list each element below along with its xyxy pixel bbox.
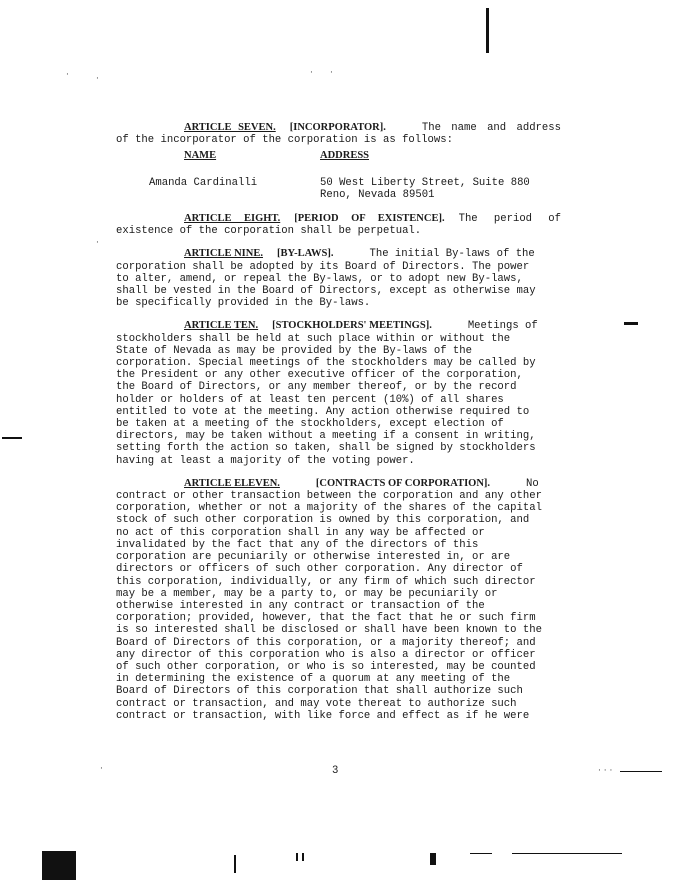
scan-specks: · — [96, 238, 99, 248]
scan-specks: · · — [310, 68, 333, 78]
text-line: of the incorporator of the corporation is as follows: — [116, 134, 453, 147]
text-line: contract or transaction, with like force and effect as if he were — [116, 709, 530, 722]
incorporator-name: Amanda Cardinalli — [149, 176, 258, 189]
text-line: stockholders shall be held at such place within or without the — [116, 332, 511, 345]
text-line: The name and address — [421, 122, 561, 134]
text-line: this corporation, individually, or any firm of which such director — [116, 575, 536, 588]
text-line: the Board of Directors, or any member thereof, or by the record — [116, 381, 517, 394]
scan-specks: · — [66, 70, 69, 80]
scan-mark-top — [486, 8, 489, 53]
name-column — [116, 150, 320, 201]
text-line: entitled to vote at the meeting. Any action otherwise required to — [116, 405, 530, 418]
text-line: invalidated by the fact that any of the directors of this — [116, 538, 479, 551]
article-subheading: [STOCKHOLDERS' MEETINGS]. — [272, 320, 432, 332]
incorporator-table — [116, 150, 561, 201]
text-line: any director of this corporation who is also a director or officer — [116, 648, 536, 661]
text-line: having at least a majority of the voting power. — [116, 454, 415, 467]
text-line: holder or holders of at least ten percent (10%) of all shares — [116, 393, 504, 406]
scan-mark-bottom-rule-1 — [470, 853, 492, 854]
text-line: corporation. Special meetings of the stockholders may be called by — [116, 357, 536, 370]
text-line: corporation, whether or not a majority of the shares of the capital — [116, 502, 542, 515]
address-header: ADDRESS — [320, 150, 370, 162]
scan-mark-bottom-tick-2 — [296, 853, 298, 861]
article-first-line — [116, 478, 561, 490]
text-line: The period of — [458, 213, 561, 226]
text-line: setting forth the action so taken, shall be signed by stockholders — [116, 442, 536, 455]
article-first-line — [116, 320, 561, 332]
article-heading: ARTICLE NINE. — [184, 248, 263, 260]
article-first-line — [116, 248, 561, 260]
text-line: corporation shall be adopted by its Board of Directors. The power — [116, 260, 530, 273]
article-subheading: [PERIOD OF EXISTENCE]. — [294, 213, 445, 225]
address-line-2: Reno, Nevada 89501 — [320, 188, 435, 201]
article-first-line — [116, 122, 561, 134]
text-line: of such other corporation, or who is so interested, may be counted — [116, 660, 536, 673]
article-first-line — [116, 213, 561, 225]
article-heading: ARTICLE TEN. — [184, 320, 259, 332]
body-text — [116, 122, 561, 733]
article-eight — [116, 213, 561, 237]
text-line: to alter, amend, or repeal the By-laws, or to adopt new By-laws, — [116, 272, 523, 285]
article-nine — [116, 248, 561, 309]
text-line: directors, may be taken without a meeting if a consent in writing, — [116, 430, 536, 443]
article-eleven — [116, 478, 561, 722]
scan-mark-bottom-tick-3 — [302, 853, 304, 861]
text-line: corporation are pecuniarily or otherwise interested in, or are — [116, 551, 511, 564]
text-line: otherwise interested in any contract or transaction of the — [116, 599, 485, 612]
scan-mark-bottom-tick-4 — [430, 853, 436, 865]
scan-mark-bottom-block — [42, 851, 76, 880]
article-ten — [116, 320, 561, 466]
text-line: corporation; provided, however, that the fact that he or such firm — [116, 612, 536, 625]
scan-mark-left-dash — [2, 437, 22, 439]
text-line: be specifically provided in the By-laws. — [116, 297, 371, 310]
text-line: Board of Directors of this corporation that shall authorize such — [116, 685, 523, 698]
article-subheading: [BY-LAWS]. — [276, 248, 334, 260]
scan-mark-bottom-tick-1 — [234, 855, 236, 873]
scan-specks: · — [100, 764, 103, 774]
text-line: State of Nevada as may be provided by the By-laws of the — [116, 344, 473, 357]
scan-mark-right-dash — [624, 322, 638, 325]
address-line-1: 50 West Liberty Street, Suite 880 — [320, 176, 530, 189]
text-line: contract or transaction, and may vote thereat to authorize such — [116, 697, 517, 710]
scan-mark-bottom-rule-2 — [512, 853, 622, 854]
text-line: directors or officers of such other corporation. Any director of — [116, 563, 523, 576]
page-number: 3 — [332, 765, 339, 777]
text-line: shall be vested in the Board of Directors, except as otherwise may — [116, 285, 536, 298]
text-line: is so interested shall be disclosed or shall have been known to the — [116, 624, 542, 637]
article-subheading: [INCORPORATOR]. — [289, 122, 386, 133]
text-line: Board of Directors of this corporation, or a majority thereof; and — [116, 636, 536, 649]
name-header: NAME — [184, 150, 217, 162]
text-line: the President or any other executive officer of the corporation, — [116, 369, 523, 382]
text-line: be taken at a meeting of the stockholders, except election of — [116, 418, 504, 431]
scan-specks: · — [96, 74, 99, 84]
text-line: may be a member, may be a party to, or may be pecuniarily or — [116, 587, 498, 600]
scan-specks: · · · — [598, 766, 613, 776]
article-subheading: [CONTRACTS OF CORPORATION]. — [315, 477, 491, 489]
article-heading: ARTICLE ELEVEN. — [184, 477, 280, 489]
article-heading: ARTICLE EIGHT. — [184, 213, 281, 225]
text-line: existence of the corporation shall be perpetual. — [116, 225, 422, 238]
text-line: Meetings of — [467, 320, 538, 333]
text-line: The initial By-laws of the — [369, 248, 535, 261]
text-line: contract or other transaction between the corporation and any other — [116, 490, 542, 503]
text-line: no act of this corporation shall in any way be affected or — [116, 526, 485, 539]
article-heading: ARTICLE SEVEN. — [184, 122, 276, 133]
text-line: No — [526, 477, 539, 490]
address-column — [320, 150, 560, 201]
text-line: stock of such other corporation is owned by this corporation, and — [116, 514, 530, 527]
text-line: in determining the existence of a quorum at any meeting of the — [116, 673, 511, 686]
scan-mark-right-line — [620, 771, 662, 772]
article-seven — [116, 122, 561, 146]
